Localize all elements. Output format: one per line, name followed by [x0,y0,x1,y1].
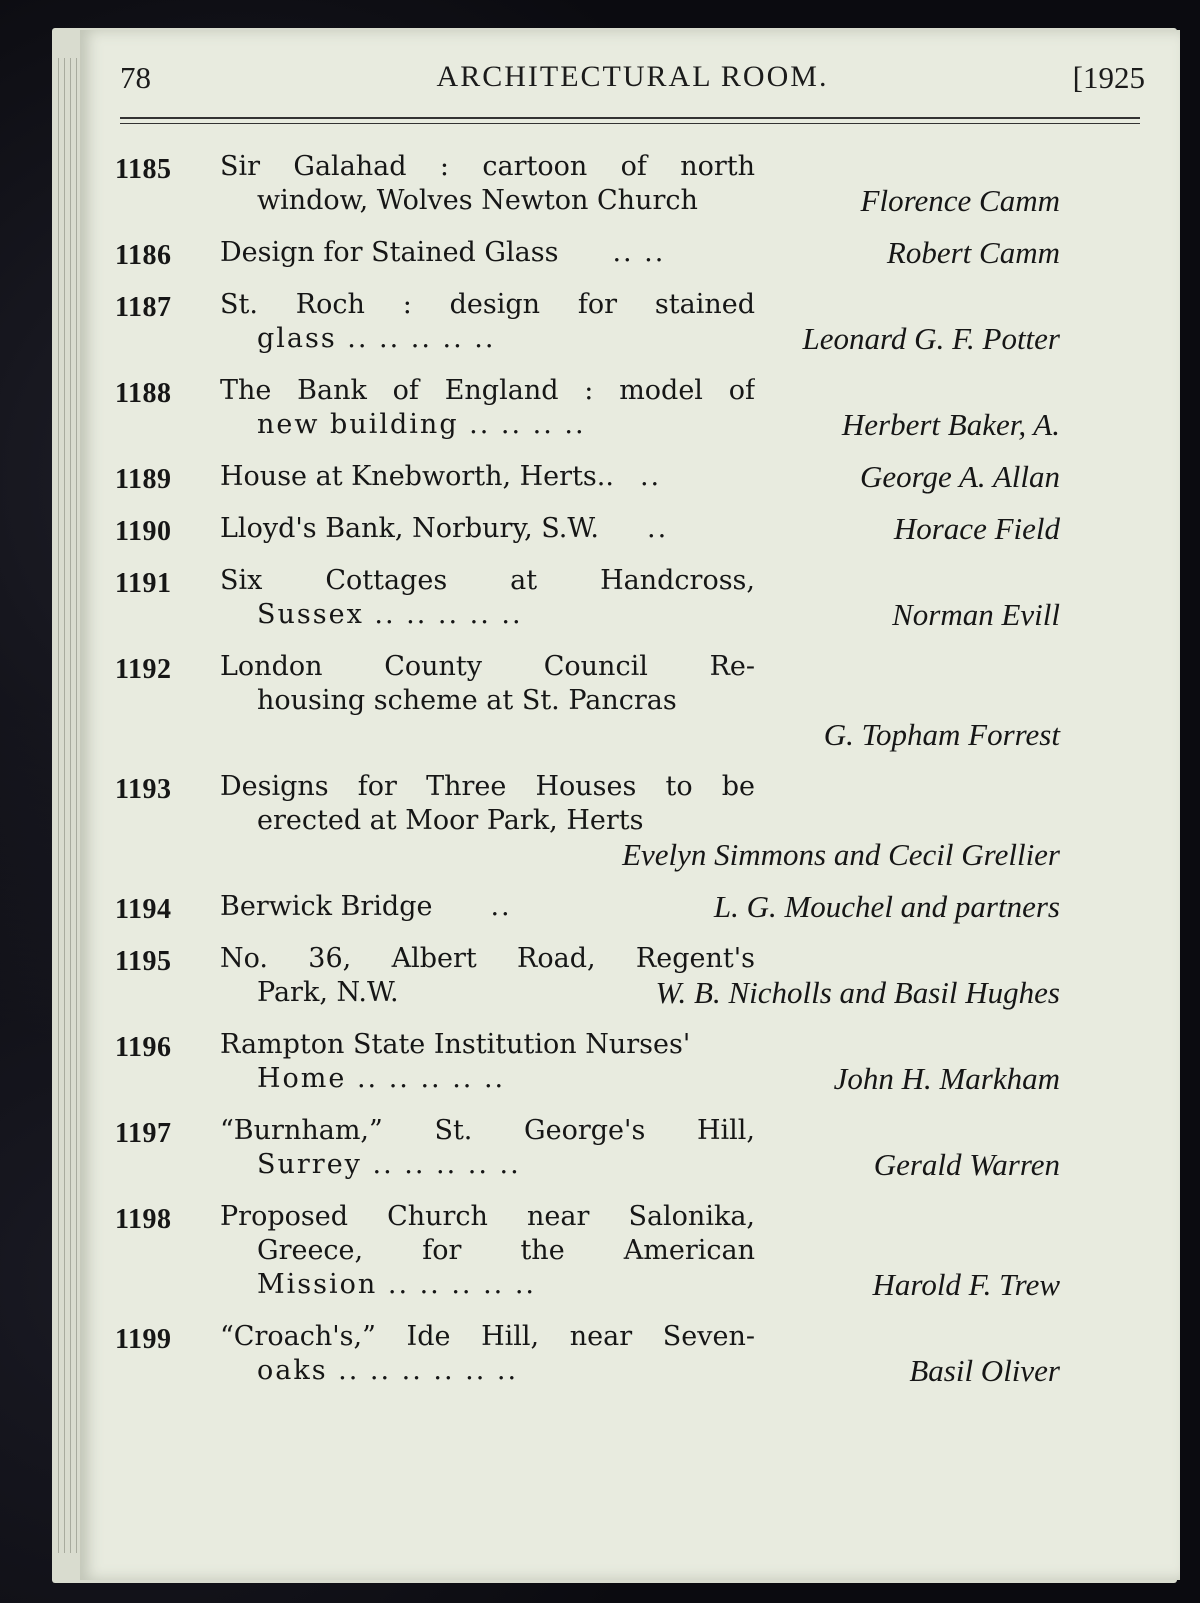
entry-title-line: Sussex .. .. .. .. .. [257,599,523,630]
entry-title [220,236,755,270]
page-number: 78 [120,60,151,95]
leader-dots: .. .. [612,237,666,268]
entry-title-line [220,512,755,546]
catalogue-entry [115,150,1060,218]
entry-title [220,374,755,442]
entry-title-line: Mission .. .. .. .. .. [257,1269,537,1300]
entry-author: Florence Camm [860,183,1060,218]
entry-number: 1189 [115,464,172,495]
entry-title [220,1114,755,1182]
entry-number: 1197 [115,1118,172,1149]
leader-dots: .. [490,891,512,922]
entry-number: 1186 [115,240,172,271]
entry-number: 1199 [115,1324,172,1355]
entry-title-line: Sir Galahad : cartoon of north [220,151,755,182]
entry-title-line [220,236,755,270]
entry-title-line: “Croach's,” Ide Hill, near Seven- [220,1321,755,1352]
entry-author: Robert Camm [886,235,1060,270]
catalogue-entry [115,374,1060,442]
page-header [120,60,1145,110]
entry-number: 1195 [115,946,172,977]
catalogue-entries [115,150,1060,1406]
entry-title-line: new building .. .. .. .. [257,409,586,440]
entry-title-text: Berwick Bridge [220,891,433,922]
catalogue-entry [115,1114,1060,1182]
entry-number: 1194 [115,894,172,925]
catalogue-entry [115,236,1060,270]
entry-number: 1192 [115,654,172,685]
leader-dots: .. [639,461,662,492]
catalogue-entry [115,650,1060,752]
entry-title-line: No. 36, Albert Road, Regent's [220,943,755,974]
entry-title [220,1200,755,1302]
entry-title-line: “Burnham,” St. George's Hill, [220,1115,755,1146]
year-marker: [1925 [1072,60,1145,95]
entry-title-line: St. Roch : design for stained [220,289,755,320]
entry-title-line: Park, N.W. [257,977,399,1008]
catalogue-entry [115,890,1060,924]
catalogue-entry [115,564,1060,632]
entry-title-text: Lloyd's Bank, Norbury, S.W. [220,513,600,544]
entry-title [220,460,755,494]
entry-title [220,770,755,838]
entry-number: 1193 [115,774,172,805]
entry-title [220,150,755,218]
entry-title-line: housing scheme at St. Pancras [257,685,677,716]
entry-author: Leonard G. F. Potter [802,321,1060,356]
entry-title [220,1028,755,1096]
entry-author: W. B. Nicholls and Basil Hughes [655,975,1060,1010]
entry-title-line: Home .. .. .. .. .. [257,1063,506,1094]
entry-title-line: The Bank of England : model of [220,375,755,406]
running-title: ARCHITECTURAL ROOM. [436,60,829,93]
entry-title [220,564,755,632]
entry-number: 1185 [115,154,172,185]
entry-title-line: London County Council Re- [220,651,755,682]
entry-number: 1191 [115,568,172,599]
entry-title-line [220,890,755,924]
entry-title-line: erected at Moor Park, Herts [257,805,644,836]
entry-title-line: Six Cottages at Handcross, [220,565,755,596]
entry-author: Norman Evill [892,597,1060,632]
entry-title-line: oaks .. .. .. .. .. .. [257,1355,519,1386]
entry-title [220,288,755,356]
entry-title-text: House at Knebworth, Herts.. [220,461,614,492]
entry-number: 1196 [115,1032,172,1063]
entry-title-line: window, Wolves Newton Church [257,185,698,216]
entry-title-line: Surrey .. .. .. .. .. [257,1149,521,1180]
leader-dots: .. [647,513,669,544]
entry-author: G. Topham Forrest [823,717,1060,752]
entry-title [220,512,755,546]
catalogue-entry [115,1320,1060,1388]
entry-title [220,1320,755,1388]
catalogue-entry [115,770,1060,872]
entry-title-line: Designs for Three Houses to be [220,771,755,802]
catalogue-entry [115,288,1060,356]
header-rule-thin [120,123,1140,124]
header-rule-thick [120,117,1140,119]
entry-title-line: Greece, for the American [257,1235,755,1266]
catalogue-entry [115,942,1060,1010]
entry-author: Harold F. Trew [872,1267,1060,1302]
entry-author: Basil Oliver [909,1353,1060,1388]
catalogue-entry [115,512,1060,546]
entry-author: L. G. Mouchel and partners [713,889,1060,924]
entry-author: John H. Markham [833,1061,1060,1096]
entry-number: 1198 [115,1204,172,1235]
entry-author: Horace Field [893,511,1060,546]
catalogue-entry [115,1200,1060,1302]
entry-title-text: Design for Stained Glass [220,237,559,268]
entry-author: George A. Allan [859,459,1060,494]
entry-title-line: Proposed Church near Salonika, [220,1201,755,1232]
entry-title [220,890,755,924]
entry-title-line: Rampton State Institution Nurses' [220,1029,691,1060]
entry-title-line: glass .. .. .. .. .. [257,323,496,354]
entry-number: 1188 [115,378,172,409]
entry-author: Herbert Baker, A. [841,407,1060,442]
entry-title [220,650,755,718]
entry-author: Evelyn Simmons and Cecil Grellier [622,837,1060,872]
entry-number: 1187 [115,292,172,323]
catalogue-entry [115,460,1060,494]
catalogue-entry [115,1028,1060,1096]
entry-author: Gerald Warren [873,1147,1060,1182]
entry-number: 1190 [115,516,172,547]
entry-title-line [220,460,755,494]
